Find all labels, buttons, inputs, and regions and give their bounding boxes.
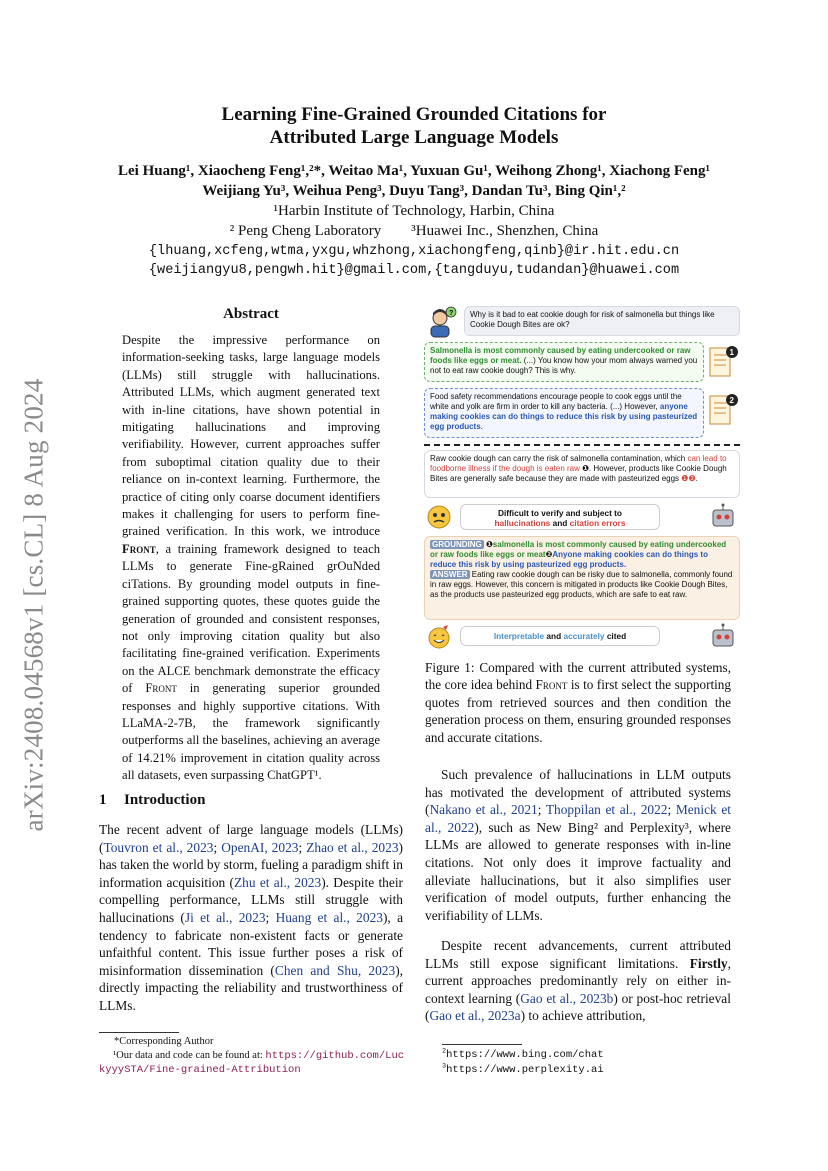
footnote-rule <box>99 1032 179 1033</box>
svg-text:2: 2 <box>729 396 734 405</box>
answer-tag: ANSWER <box>432 570 468 579</box>
affiliation-1: ¹Harbin Institute of Technology, Harbin, China <box>273 203 555 219</box>
citation-link[interactable]: OpenAI, 2023 <box>221 839 299 855</box>
email-line2: {weijiangyu8,pengwh.hit}@gmail.com,{tangduyu,tudandan}@huawei.com <box>148 263 680 278</box>
retrieved-doc-2: Food safety recommendations encourage people to cook eggs until the white and yolk are firm in order to kill any bacteria. (...) However, anyone making cookies can do things to reduce this risk by using pasteurized egg products. <box>424 388 704 438</box>
arxiv-identifier <box>14 365 54 845</box>
citation-link[interactable]: Gao et al., 2023b <box>520 990 614 1006</box>
citation-link[interactable]: Nakano et al., 2021 <box>429 802 538 818</box>
citation-link[interactable]: Huang et al., 2023 <box>275 909 383 925</box>
bing-url-link[interactable]: https://www.bing.com/chat <box>446 1049 604 1061</box>
retrieved-doc-1: Salmonella is most commonly caused by eating undercooked or raw foods like eggs or meat. (...) You know how your mom always warned you not to eat raw cookie dough? This is why. <box>424 342 704 382</box>
figure-divider <box>424 444 740 446</box>
email-line1: {lhuang,xcfeng,wtma,yxgu,whzhong,xiachongfeng,qinb}@ir.hit.edu.cn <box>148 244 680 259</box>
abstract-body: Despite the impressive performance on information-seeking tasks, large language models (LLMs) still struggle with hallucinations. Attributed LLMs, which augment generated text with in-line citations, have shown potential in mitigating hallucinations and improving verifiability. However, current approaches suffer from suboptimal citation quality due to their reliance on in-context learning. Furthermore, the practice of citing only coarse document identifiers makes it challenging for users to perform fine-grained verification. In this work, we introduce Front, a training framework designed to teach LLMs to generate Fine-gRained grOuNded ciTations. By grounding model outputs in fine-grained supporting quotes, these quotes guide the generation of grounded and consistent responses, not only improving citation quality but also facilitating fine-grained verification. Experiments on the ALCE benchmark demonstrate the efficacy of Front in generating superior grounded responses and highly supportive citations. With LLaMA-2-7B, the framework significantly outperforms all the baselines, achieving an average of 14.21% improvement in citation quality across all datasets, even surpassing ChatGPT¹. <box>122 333 381 783</box>
right-paragraph-2: Despite recent advancements, current attributed LLMs still expose significant limitations. Firstly, current approaches predominantly rely on either in-context learning (Gao et al., 2023b) or post-hoc retrieval (Gao et al., 2023a) to achieve attribution, <box>425 938 731 1024</box>
footnote-rule-right <box>442 1044 522 1045</box>
figure-caption: Figure 1: Compared with the current attributed systems, the core idea behind Front is to first select the supporting quotes from retrieved sources and then condition the generation process on them, ensuring grounded responses and accurate citations. <box>425 660 731 745</box>
robot-icon <box>708 502 738 532</box>
robot-icon <box>708 622 738 652</box>
intro-paragraph-1: The recent advent of large language models (LLMs) (Touvron et al., 2023; OpenAI, 2023; Zhao et al., 2023) has taken the world by storm, fueling a paradigm shift in information acquisition (Zhu et al., 2023). Despite their compelling performance, LLMs still struggle with hallucinations (Ji et al., 2023; Huang et al., 2023), a tendency to fabricate non-existent facts or generate unfaithful content. This issue further poses a risk of misinformation dissemination (Chen and Shu, 2023), directly impacting the reliability and trustworthiness of LLMs. <box>99 822 404 1013</box>
footnote-corresponding: *Corresponding Author <box>114 1036 214 1047</box>
footnote-1: ¹Our data and code can be found at: https://github.com/LuckyyySTA/Fine-grained-Attribution <box>99 1050 405 1076</box>
paper-title-line1: Learning Fine-Grained Grounded Citations for <box>221 104 607 125</box>
citation-link[interactable]: Menick et al., 2022 <box>425 802 732 835</box>
citation-link[interactable]: Chen and Shu, 2023 <box>274 962 396 978</box>
bad-outcome-label: Difficult to verify and subject to hallucinations and citation errors <box>460 504 660 530</box>
document-2-icon <box>708 392 740 428</box>
citation-link[interactable]: Zhu et al., 2023 <box>234 874 322 890</box>
authors-line2: Weijiang Yu³, Weihua Peng³, Duyu Tang³, Dandan Tu³, Bing Qin¹,² <box>202 183 626 199</box>
perplexity-url-link[interactable]: https://www.perplexity.ai <box>446 1064 604 1076</box>
section-title-introduction: Introduction <box>124 792 206 808</box>
confused-emoji-icon <box>426 504 452 530</box>
baseline-answer: Raw cookie dough can carry the risk of salmonella contamination, which can lead to foodborne illness if the dough is eaten raw ❶. However, products like Cookie Dough Bites are generally safe because they are made with pasteurized eggs ❶❷. <box>424 450 740 498</box>
grounded-answer: GROUNDING ❶salmonella is most commonly caused by eating undercooked or raw foods like eggs or meat❷Anyone making cookies can do things to reduce this risk by using pasteurized egg products. ANSWER Eating raw cookie dough can be risky due to salmonella, commonly found in raw eggs. However, this concern is mitigated in products like Cookie Dough Bites, as the products use pasteurized egg products, which are safe to eat raw. <box>424 536 740 620</box>
authors-line1: Lei Huang¹, Xiaocheng Feng¹,²*, Weitao Ma¹, Yuxuan Gu¹, Weihong Zhong¹, Xiachong Feng¹ <box>118 163 710 179</box>
footnote-3: $^3$https://www.perplexity.ai <box>442 1062 604 1076</box>
good-outcome-label: Interpretable and accurately cited <box>460 626 660 646</box>
citation-link[interactable]: Gao et al., 2023a <box>429 1008 521 1024</box>
paper-title-line2: Attributed Large Language Models <box>269 127 559 148</box>
citation-link[interactable]: Touvron et al., 2023 <box>103 839 214 855</box>
footnote-2: $^2$https://www.bing.com/chat <box>442 1047 604 1061</box>
citation-link[interactable]: Thoppilan et al., 2022 <box>545 802 668 818</box>
affiliation-2: ² Peng Cheng Laboratory ³Huawei Inc., Shenzhen, China <box>229 223 599 239</box>
right-paragraph-1: Such prevalence of hallucinations in LLM outputs has motivated the development of attributed systems (Nakano et al., 2021; Thoppilan et al., 2022; Menick et al., 2022), such as New Bing² and Perplexity³, where LLMs are allowed to generate responses with in-line citations. Not only does it improve factuality and alleviate hallucinations, but it also simplifies user verification of model outputs, further enhancing the verifiability of LLMs. <box>425 767 732 923</box>
grounding-tag: GROUNDING <box>432 540 482 549</box>
question-bubble: Why is it bad to eat cookie dough for risk of salmonella but things like Cookie Dough Bites are ok? <box>464 306 740 336</box>
document-1-icon <box>708 344 740 380</box>
svg-text:?: ? <box>449 310 454 317</box>
happy-emoji-icon <box>426 624 452 650</box>
abstract-heading: Abstract <box>223 306 279 322</box>
arxiv-id-text: arXiv:2408.04568v1 [cs.CL] 8 Aug 2024 <box>18 378 49 832</box>
code-url-link[interactable]: https://github.com/LuckyyySTA/Fine-grained-Attribution <box>99 1050 405 1076</box>
citation-link[interactable]: Ji et al., 2023 <box>184 909 266 925</box>
figure-1 <box>424 304 742 652</box>
front-name: Front <box>122 541 156 556</box>
section-number: 1 <box>99 792 107 808</box>
user-avatar-icon <box>428 306 458 338</box>
svg-text:1: 1 <box>729 348 734 357</box>
citation-link[interactable]: Zhao et al., 2023 <box>306 839 399 855</box>
